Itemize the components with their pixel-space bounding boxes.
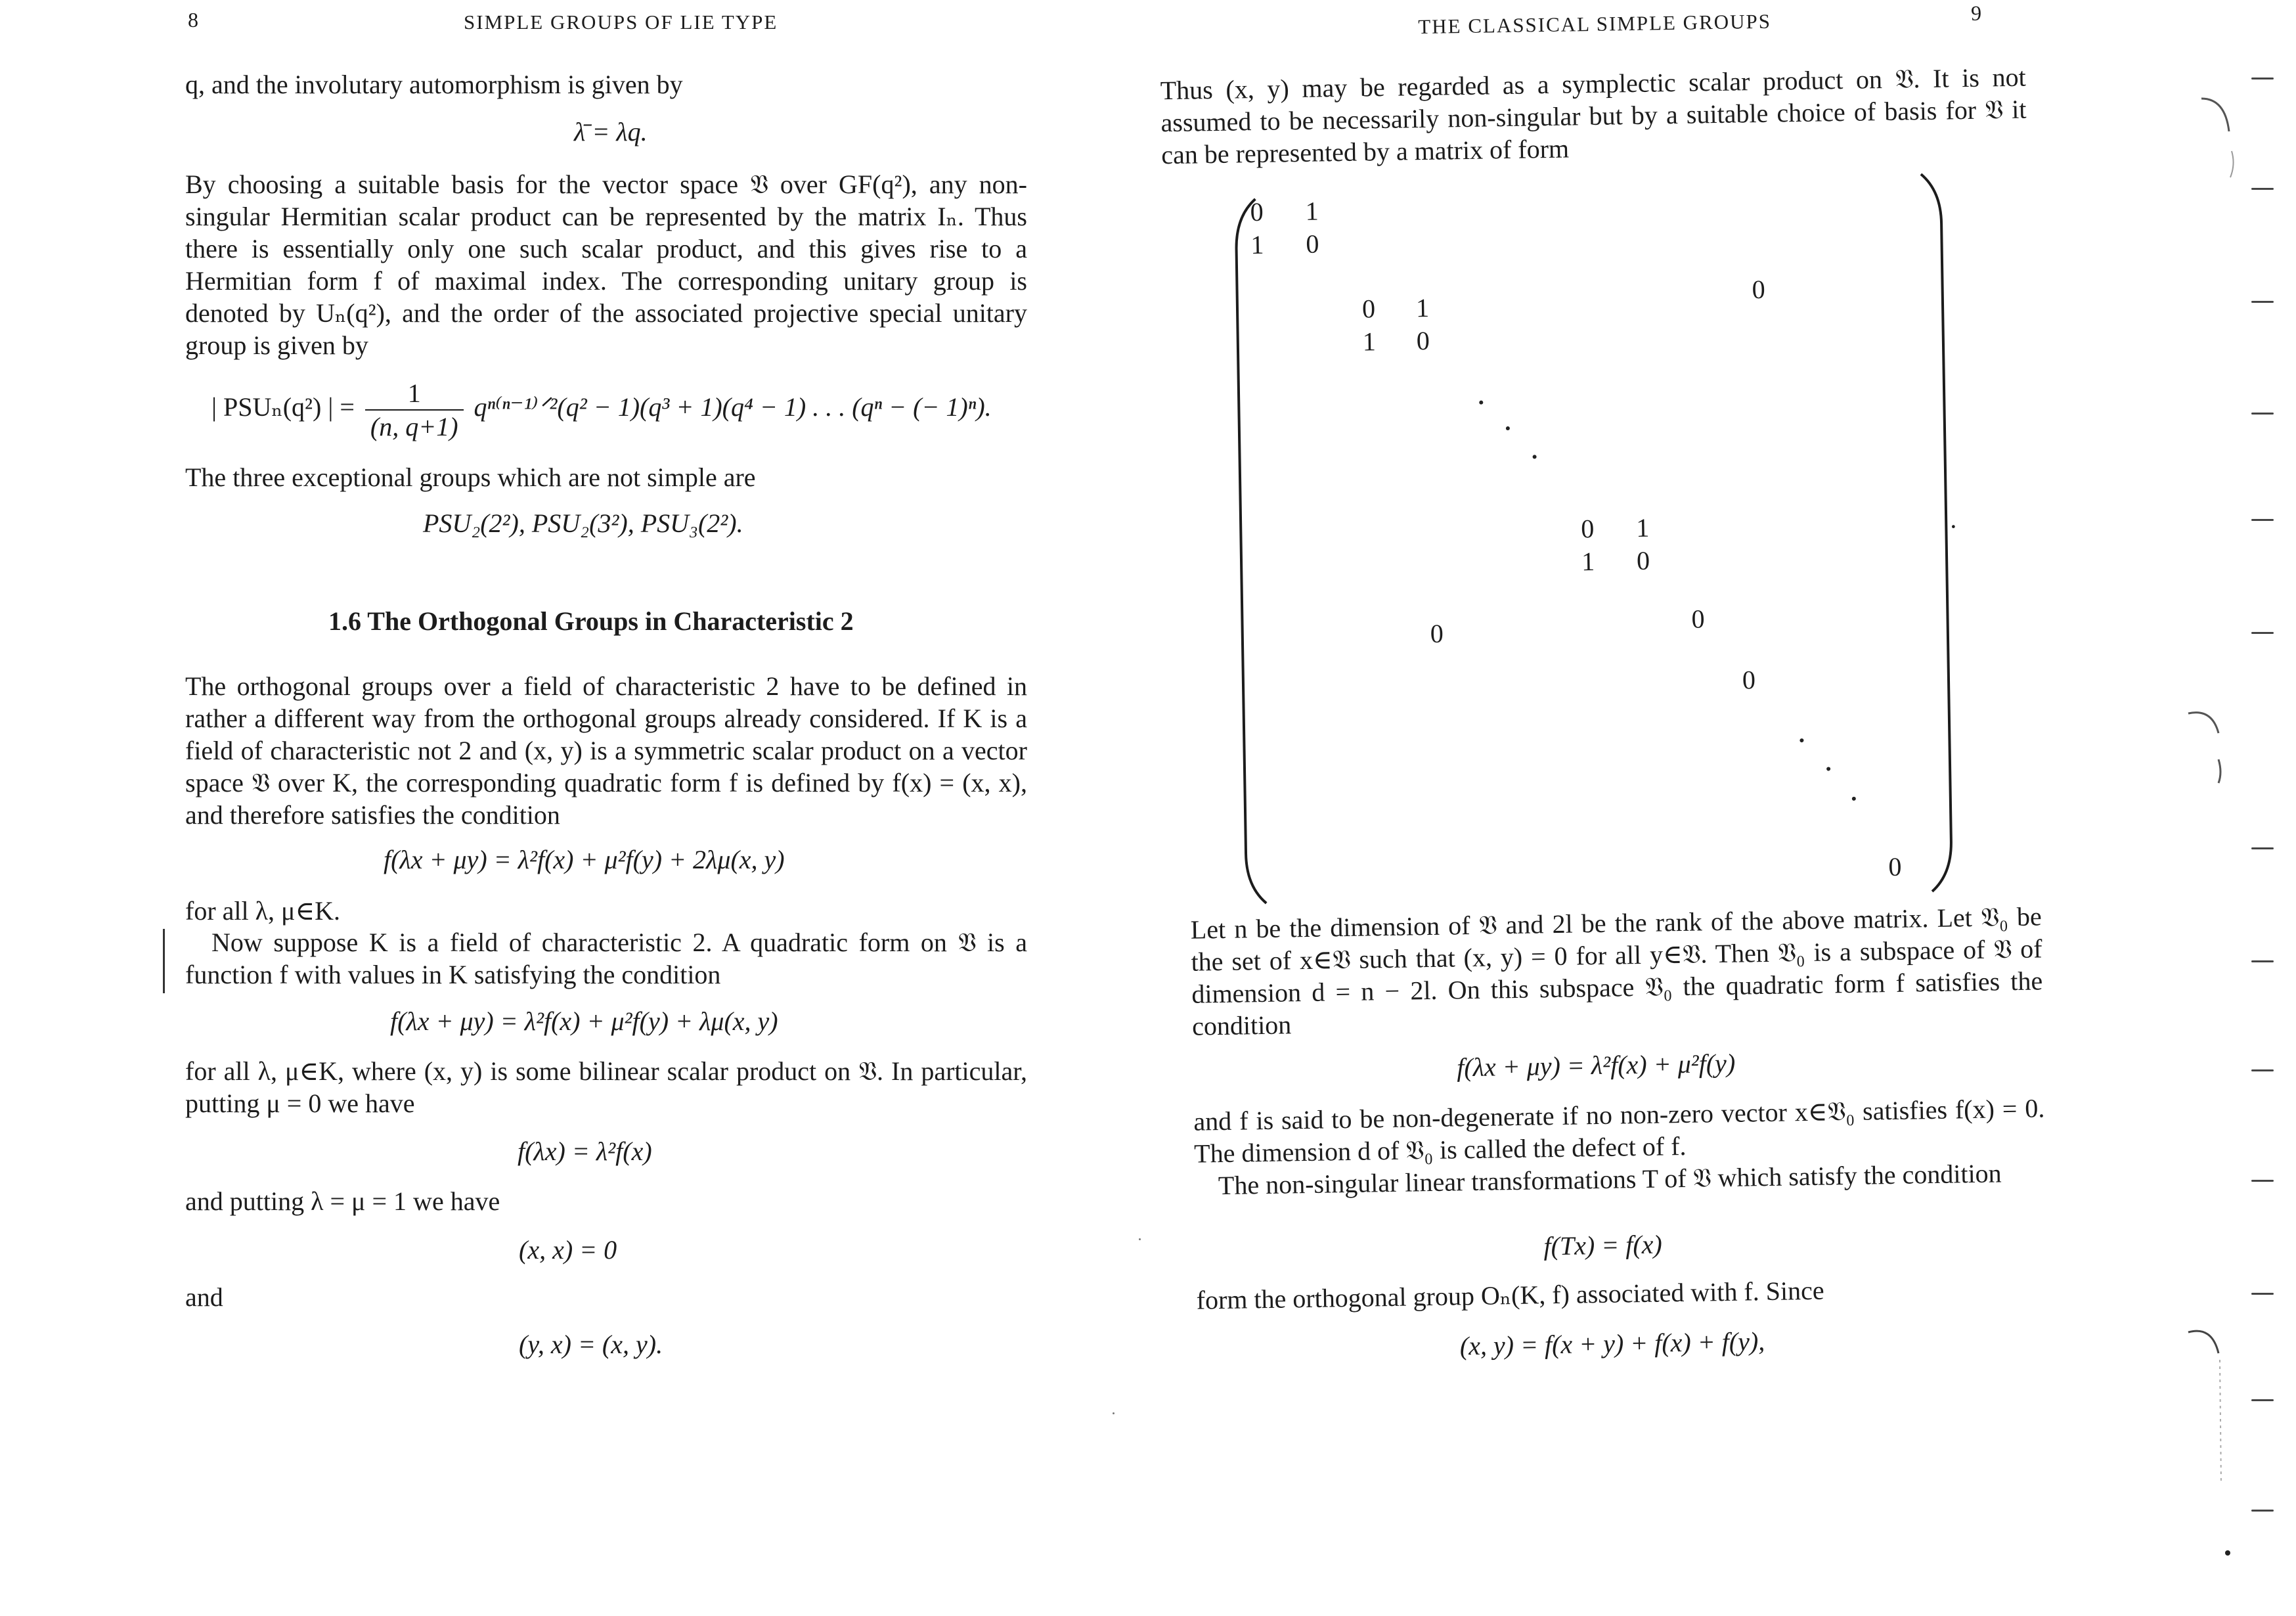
matrix-entry: 1 [1305,196,1319,226]
paragraph-hermitian: By choosing a suitable basis for the vector space 𝔙 over GF(q²), any non-singular Hermitian scalar product can be represented by the matrix Iₙ. Thus there is essentially only one such scalar product, and this gives rise to a Hermitian form f of maximal index. The corresponding unitary group is denoted by Uₙ(q²), and the order of the associated projective special unitary group is given by [185,169,1027,360]
matrix-entry: 0 [1361,294,1376,324]
matrix-entry: 1 [1581,546,1595,577]
page-edge-mark [2251,1510,2274,1512]
equation-f-lambda-x: f(λx) = λ²f(x) [518,1136,652,1166]
left-running-head: SIMPLE GROUPS OF LIE TYPE [464,11,778,34]
matrix-ellipsis-dot [1533,455,1537,459]
equation-ftx: f(Tx) = f(x) [1543,1229,1663,1261]
line-and: and [185,1282,223,1312]
matrix-ellipsis-dot [1799,738,1803,742]
page-edge-mark [2251,960,2274,962]
equation-psu-order [211,377,992,443]
matrix-trailing-period: . [1949,504,1957,534]
matrix-zero-lower: 0 [1430,618,1444,648]
matrix-ellipsis-dot [1506,426,1510,430]
matrix-zero-upper: 0 [1752,274,1765,305]
equation-quadratic-3: f(λx + μy) = λ²f(x) + μ²f(y) [1456,1048,1736,1083]
paragraph-dimension-rank: Let n be the dimension of 𝔙 and 2l be the rank of the above matrix. Let 𝔙₀ be the set of x∈𝔙 such that (x, y) = 0 for all y∈𝔙. Then 𝔙₀ is a subspace of 𝔙 of dimension d = n − 2l. On this subspace 𝔙₀ the quadratic form f satisfies the condition [1190,901,2043,1041]
page-edge-mark [2251,1180,2274,1182]
line-three-exceptional: The three exceptional groups which are not simple are [185,462,756,492]
right-page [1148,0,2296,1605]
page-edge-mark [2251,1293,2274,1295]
left-page-number: 8 [188,8,198,32]
matrix-ellipsis-dot [1479,401,1483,405]
equation-psu-order-lhs: | PSUₙ(q²) | = [211,392,355,422]
equation-psu-order-fraction [365,377,464,443]
equation-symmetric: (y, x) = (x, y). [519,1330,663,1359]
page-edge-mark [2251,78,2274,79]
line-for-all-1: for all λ, μ∈K. [185,896,340,926]
equation-psu-order-rhs: qⁿ⁽ⁿ⁻¹⁾ᐟ²(q² − 1)(q³ + 1)(q⁴ − 1) . . . (qⁿ − (− 1)ⁿ). [474,392,992,422]
fraction-denominator: (n, q+1) [370,412,458,441]
matrix-entry: 1 [1362,326,1377,357]
right-page-content [1137,0,2296,1616]
paragraph-orthogonal-group: form the orthogonal group Oₙ(K, f) associated with f. Since [1196,1275,1824,1315]
left-page [0,0,1148,1605]
page-edge-mark [2251,1399,2274,1401]
fraction-numerator: 1 [365,377,464,411]
matrix-entry: 1 [1635,512,1650,543]
paragraph-char2: Now suppose K is a field of characteristic 2. A quadratic form on 𝔙 is a function f with values in K satisfying the condition [185,928,1027,989]
page-edge-mark [2251,632,2274,634]
page-edge-mark [2251,301,2274,303]
page-edge-mark [2251,1069,2274,1071]
margin-bar [163,929,165,993]
speck [2225,1550,2230,1556]
page-edge-curl [2186,707,2225,786]
matrix-entry: 0 [1416,325,1430,356]
matrix-entry: 1 [1415,292,1430,323]
speck [1139,1238,1141,1240]
matrix-diagonal-zero: 0 [1888,851,1902,882]
right-running-head: THE CLASSICAL SIMPLE GROUPS [1418,9,1772,39]
paragraph-symplectic: Thus (x, y) may be regarded as a symplectic scalar product on 𝔙. It is not assumed to be necessarily non-singular but by a suitable choice of basis for 𝔙 it can be represented by a matrix of form [1160,62,2027,170]
matrix-ellipsis-dot [1852,797,1856,801]
page-edge-mark [2251,519,2274,521]
equation-lambda-bar: λ̄ = λq. [574,117,648,146]
equation-exceptions: PSU₂(2²), PSU₂(3²), PSU₃(2²). [423,508,743,538]
page-edge-mark [2251,188,2274,190]
matrix-entry: 0 [1580,514,1595,544]
matrix-entry: 0 [1306,229,1319,259]
equation-since: (x, y) = f(x + y) + f(x) + f(y), [1459,1326,1765,1361]
paragraph-transformations: The non-singular linear transformations T of 𝔙 which satisfy the condition [1218,1158,2002,1201]
section-heading: 1.6 The Orthogonal Groups in Characteristic 2 [328,606,854,636]
paragraph-orthogonal-char2: The orthogonal groups over a field of characteristic 2 have to be defined in rather a different way from the orthogonal groups already considered. If K is a field of characteristic not 2 and (x, y) is a symmetric scalar product on a vector space 𝔙 over K, the corresponding quadratic form f is defined by f(x) = (x, x), and therefore satisfies the condition [185,671,1027,830]
speck [1113,1412,1115,1414]
line-putting: and putting λ = μ = 1 we have [185,1186,500,1216]
right-page-number: 9 [1970,1,1982,25]
paragraph-non-degenerate: and f is said to be non-degenerate if no non-zero vector x∈𝔙₀ satisfies f(x) = 0. The dimension d of 𝔙₀ is called the defect of f. [1193,1093,2045,1169]
matrix-entry: 1 [1250,229,1264,260]
matrix-diagonal-zero: 0 [1742,665,1756,695]
equation-quadratic-1: f(λx + μy) = λ²f(x) + μ²f(y) + 2λμ(x, y) [384,845,785,874]
equation-quadratic-2: f(λx + μy) = λ²f(x) + μ²f(y) + λμ(x, y) [390,1006,778,1036]
equation-xx-zero: (x, x) = 0 [519,1235,617,1265]
paragraph-bilinear: for all λ, μ∈K, where (x, y) is some bilinear scalar product on 𝔙. In particular, putting μ = 0 we have [185,1056,1027,1118]
matrix-entry: 0 [1250,196,1264,227]
line-involutary: q, and the involutary automorphism is given by [185,70,683,99]
page-edge-curl [2186,1320,2225,1491]
matrix-left-bracket [1229,196,1279,907]
matrix-ellipsis-dot [1826,767,1830,771]
page-edge-mark [2251,413,2274,415]
matrix-entry: 0 [1636,545,1650,575]
matrix-diagonal-zero: 0 [1691,604,1705,634]
page-edge-mark [2251,847,2274,849]
page-edge-curl [2199,92,2238,184]
